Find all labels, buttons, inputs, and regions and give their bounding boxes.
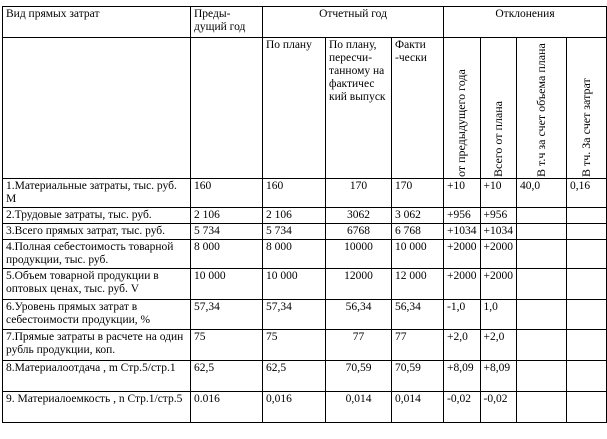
cell-fact: 3 062 xyxy=(392,208,444,224)
cell-fact: 170 xyxy=(392,179,444,208)
cell-dev-cost xyxy=(567,392,607,423)
cell-recalc: 70,59 xyxy=(326,361,392,392)
cell-fact: 70,59 xyxy=(392,361,444,392)
cell-plan: 5 734 xyxy=(263,224,326,240)
cell-dev-volume xyxy=(517,240,567,269)
cell-dev-prev: +2000 xyxy=(444,269,481,300)
cell-prev: 57,34 xyxy=(191,300,263,330)
row-name: 4.Полная себестоимость товарной продукции, тыс. руб. xyxy=(3,240,191,269)
cell-prev: 10 000 xyxy=(191,269,263,300)
cell-dev-prev: -1,0 xyxy=(444,300,481,330)
table-row xyxy=(3,300,607,330)
cell-fact: 10 000 xyxy=(392,240,444,269)
cell-prev: 8 000 xyxy=(191,240,263,269)
row-name: 6.Уровень прямых затрат в себестоимости продукции, % xyxy=(3,300,191,330)
row-name: 8.Материалоотдача , m Стр.5/стр.1 xyxy=(3,361,191,392)
header-empty-cell xyxy=(191,38,263,179)
cell-recalc: 12000 xyxy=(326,269,392,300)
cell-dev-plan: +10 xyxy=(480,179,517,208)
cell-prev: 5 734 xyxy=(191,224,263,240)
cell-plan: 2 106 xyxy=(263,208,326,224)
cell-recalc: 0,014 xyxy=(326,392,392,423)
cell-fact: 56,34 xyxy=(392,300,444,330)
header-by-plan: По плану xyxy=(263,38,326,179)
cell-plan: 57,34 xyxy=(263,300,326,330)
cell-dev-prev: +956 xyxy=(444,208,481,224)
cell-prev: 62,5 xyxy=(191,361,263,392)
cell-recalc: 170 xyxy=(326,179,392,208)
cell-dev-plan: +2,0 xyxy=(480,330,517,361)
cell-dev-volume xyxy=(517,361,567,392)
cell-dev-cost xyxy=(567,224,607,240)
cell-fact: 77 xyxy=(392,330,444,361)
header-reporting-year: Отчетный год xyxy=(263,7,444,38)
cell-plan: 10 000 xyxy=(263,269,326,300)
header-empty-cell xyxy=(3,38,191,179)
header-row-1 xyxy=(3,7,607,38)
cell-dev-plan: -0,02 xyxy=(480,392,517,423)
cell-recalc: 6768 xyxy=(326,224,392,240)
cell-dev-volume xyxy=(517,300,567,330)
cell-dev-volume xyxy=(517,208,567,224)
cell-recalc: 77 xyxy=(326,330,392,361)
cell-dev-volume xyxy=(517,330,567,361)
table-row xyxy=(3,361,607,392)
row-name: 7.Прямые затраты в расчете на один рубль продукции, коп. xyxy=(3,330,191,361)
header-dev-prev-year-cell xyxy=(444,38,481,179)
cell-plan: 75 xyxy=(263,330,326,361)
cell-dev-volume xyxy=(517,269,567,300)
header-row-2 xyxy=(3,38,607,179)
cell-dev-plan: 1,0 xyxy=(480,300,517,330)
header-dev-volume-cell xyxy=(517,38,567,179)
cell-dev-volume xyxy=(517,392,567,423)
header-plan-recalculated: По плану, пересчи-танному на фактичес кий выпуск xyxy=(326,38,392,179)
cell-dev-cost xyxy=(567,361,607,392)
cell-dev-cost xyxy=(567,208,607,224)
cell-dev-cost xyxy=(567,330,607,361)
cell-dev-volume xyxy=(517,224,567,240)
header-actual: Факти -чески xyxy=(392,38,444,179)
row-name: 3.Всего прямых затрат, тыс. руб. xyxy=(3,224,191,240)
cell-prev: 160 xyxy=(191,179,263,208)
table-row xyxy=(3,179,607,208)
cell-dev-cost xyxy=(567,240,607,269)
header-dev-volume: В т.ч за счет объема плана xyxy=(534,43,548,177)
cell-dev-prev: +8,09 xyxy=(444,361,481,392)
cell-fact: 12 000 xyxy=(392,269,444,300)
header-deviations: Отклонения xyxy=(444,7,607,38)
cell-recalc: 56,34 xyxy=(326,300,392,330)
header-cost-type: Вид прямых затрат xyxy=(3,7,191,38)
cell-recalc: 10000 xyxy=(326,240,392,269)
cell-dev-plan: +1034 xyxy=(480,224,517,240)
cell-plan: 62,5 xyxy=(263,361,326,392)
cell-dev-prev: +10 xyxy=(444,179,481,208)
header-dev-prev-year: от предыдущего года xyxy=(454,69,469,177)
table-row xyxy=(3,224,607,240)
cell-dev-prev: +2000 xyxy=(444,240,481,269)
cell-plan: 0,016 xyxy=(263,392,326,423)
cell-plan: 160 xyxy=(263,179,326,208)
header-dev-cost: В тч. За счет затрат xyxy=(579,78,593,177)
table-row xyxy=(3,240,607,269)
cell-dev-prev: -0,02 xyxy=(444,392,481,423)
header-dev-plan-cell xyxy=(480,38,517,179)
cell-dev-plan: +2000 xyxy=(480,240,517,269)
cell-fact: 6 768 xyxy=(392,224,444,240)
table-row xyxy=(3,330,607,361)
cell-dev-prev: +2,0 xyxy=(444,330,481,361)
cell-recalc: 3062 xyxy=(326,208,392,224)
cell-dev-plan: +956 xyxy=(480,208,517,224)
table-row xyxy=(3,208,607,224)
header-previous-year: Преды-дущий год xyxy=(191,7,263,38)
row-name: 5.Объем товарной продукции в оптовых ценах, тыс. руб. V xyxy=(3,269,191,300)
cell-prev: 75 xyxy=(191,330,263,361)
cell-plan: 8 000 xyxy=(263,240,326,269)
cell-fact: 0,014 xyxy=(392,392,444,423)
cell-dev-prev: +1034 xyxy=(444,224,481,240)
row-name: 1.Материальные затраты, тыс. руб. M xyxy=(3,179,191,208)
direct-costs-table xyxy=(2,6,607,423)
row-name: 2.Трудовые затраты, тыс. руб. xyxy=(3,208,191,224)
cell-dev-cost xyxy=(567,269,607,300)
header-dev-cost-cell xyxy=(567,38,607,179)
row-name: 9. Материалоемкость , n Стр.1/стр.5 xyxy=(3,392,191,423)
cell-prev: 2 106 xyxy=(191,208,263,224)
cell-prev: 0.016 xyxy=(191,392,263,423)
table-row xyxy=(3,392,607,423)
cell-dev-plan: +8,09 xyxy=(480,361,517,392)
table-row xyxy=(3,269,607,300)
cell-dev-plan: +2000 xyxy=(480,269,517,300)
header-dev-plan: Всего от плана xyxy=(490,101,505,177)
cell-dev-cost xyxy=(567,300,607,330)
cell-dev-cost: 0,16 xyxy=(567,179,607,208)
cell-dev-volume: 40,0 xyxy=(517,179,567,208)
